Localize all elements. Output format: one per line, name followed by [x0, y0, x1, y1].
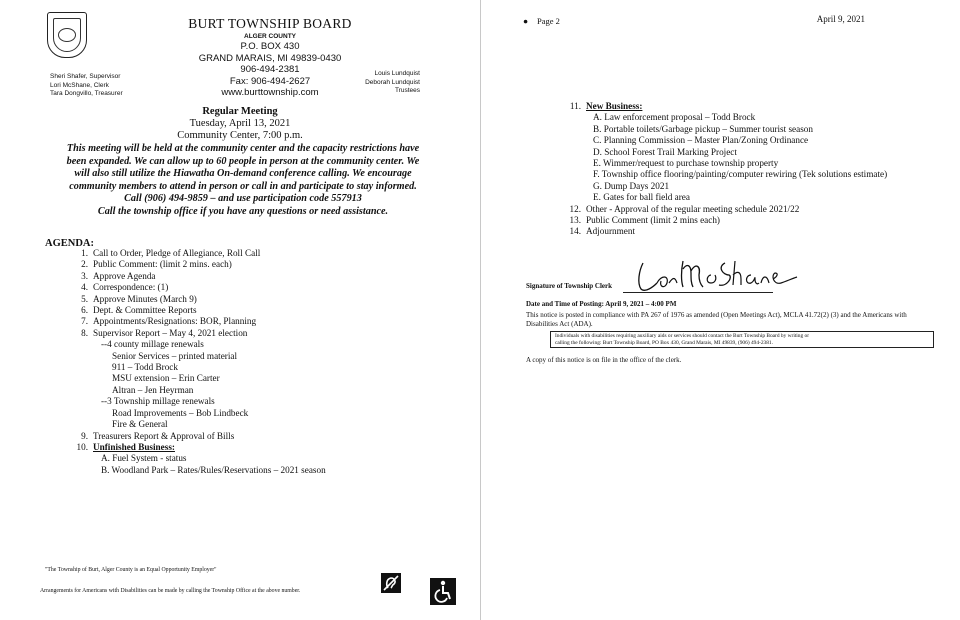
- disability-contact-box: [550, 331, 934, 348]
- meeting-info: [0, 106, 480, 142]
- meeting-location: Community Center, 7:00 p.m.: [177, 130, 303, 141]
- agenda-item: 14. Adjournment: [569, 226, 635, 237]
- copy-on-file-note: A copy of this notice is on file in the office of the clerk.: [526, 356, 682, 364]
- agenda-subitem: Road Improvements – Bob Lindbeck: [112, 407, 249, 418]
- signature-label: Signature of Township Clerk: [526, 282, 613, 290]
- notice-line: will also still utilize the Hiawatha On-demand conference calling. We encourage: [74, 168, 412, 179]
- page-two: [481, 0, 960, 620]
- agenda-subitem: F. Township office flooring/painting/computer rewiring (Tek solutions estimate): [593, 169, 888, 180]
- hearing-assistance-icon: [381, 573, 401, 593]
- meeting-notice: [40, 143, 446, 218]
- agenda-subitem: A. Fuel System - status: [101, 453, 187, 464]
- notice-line: community members to attend in person or call in and participate to stay informed.: [69, 180, 417, 192]
- officers-list: [50, 73, 123, 99]
- phone-number: 906-494-2381: [240, 64, 300, 75]
- agenda-item: 8. Supervisor Report – May 4, 2021 election: [81, 327, 248, 338]
- township-seal-icon: [47, 12, 87, 58]
- agenda-item: 4. Correspondence: (1): [81, 282, 169, 293]
- agenda-subitem: Senior Services – printed material: [112, 350, 238, 361]
- officer-supervisor: Sheri Shafer, Supervisor: [50, 73, 121, 80]
- disability-contact-line: calling the following: Burt Township Board, PO Box 430, Grand Marais, MI 49839, (906) 494-2381.: [555, 339, 773, 346]
- trustees-label: Trustees: [394, 87, 420, 94]
- agenda-subitem: --3 Township millage renewals: [101, 396, 215, 407]
- disability-contact-line: Individuals with disabilities requiring auxiliary aids or services should contact the Burt Township Board by writing or: [555, 333, 810, 339]
- agenda-item: 2. Public Comment: (limit 2 mins. each): [81, 259, 232, 270]
- new-business-list: [565, 101, 887, 238]
- agenda-item: 11. New Business:: [569, 101, 643, 111]
- agenda-item: 9. Treasurers Report & Approval of Bills: [81, 430, 235, 441]
- equal-opportunity-note: "The Township of Burt, Alger County is an Equal Opportunity Employer": [45, 567, 217, 573]
- agenda-subitem: 911 – Todd Brock: [112, 362, 178, 373]
- ada-arrangements-note: Arrangements for Americans with Disabilities can be made by calling the Township Office at the above number.: [40, 588, 301, 594]
- agenda-item: 6. Dept. & Committee Reports: [81, 305, 197, 316]
- agenda-subitem: E. Wimmer/request to purchase township property: [593, 158, 779, 169]
- agenda-item: 7. Appointments/Resignations: BOR, Planning: [81, 316, 257, 327]
- agenda-item: 1. Call to Order, Pledge of Allegiance, Roll Call: [81, 248, 261, 258]
- agenda-subitem: G. Dump Days 2021: [593, 180, 670, 191]
- notice-line: been expanded. We can allow up to 60 people in person at the community center. We: [66, 155, 420, 167]
- agenda-item: 12. Other - Approval of the regular meeting schedule 2021/22: [569, 203, 800, 214]
- agenda-subitem: MSU extension – Erin Carter: [112, 373, 220, 384]
- agenda-subitem: Altran – Jen Heyrman: [112, 384, 194, 395]
- agenda-subitem: C. Planning Commission – Master Plan/Zoning Ordinance: [593, 135, 809, 146]
- page-number: Page 2: [537, 16, 560, 26]
- agenda-subitem: D. School Forest Trail Marking Project: [593, 146, 737, 157]
- agenda-subitem: B. Portable toilets/Garbage pickup – Summer tourist season: [593, 123, 813, 134]
- county-name: ALGER COUNTY: [244, 33, 296, 40]
- fax-number: Fax: 906-494-2627: [229, 75, 311, 87]
- clerk-signature: [631, 253, 801, 303]
- agenda-heading: AGENDA:: [45, 238, 94, 249]
- officer-clerk: Lori McShane, Clerk: [50, 81, 109, 89]
- agenda-item: 5. Approve Minutes (March 9): [81, 293, 197, 304]
- meeting-date: Tuesday, April 13, 2021: [189, 118, 291, 129]
- agenda-subitem: Fire & General: [112, 419, 168, 430]
- agenda-subitem: E. Gates for ball field area: [593, 192, 690, 203]
- wheelchair-accessibility-icon: [430, 578, 456, 605]
- agenda-subitem: B. Woodland Park – Rates/Rules/Reservations – 2021 season: [101, 464, 326, 475]
- board-title: BURT TOWNSHIP BOARD: [188, 16, 352, 31]
- trustees-list: [340, 70, 420, 96]
- agenda-list: [72, 248, 326, 476]
- officer-treasurer: Tara Dongvillo, Treasurer: [50, 90, 123, 97]
- notice-line: Call the township office if you have any questions or need assistance.: [97, 205, 389, 217]
- notice-line: This meeting will be held at the community center and the capacity restrictions have: [66, 143, 420, 154]
- agenda-subitem: --4 county millage renewals: [101, 339, 204, 350]
- website-link[interactable]: www.burttownship.com: [221, 87, 319, 98]
- agenda-subitem: A. Law enforcement proposal – Todd Brock: [593, 112, 756, 123]
- po-box: P.O. BOX 430: [240, 41, 300, 52]
- trustee-1: Louis Lundquist: [374, 70, 420, 77]
- posting-date-time: Date and Time of Posting: April 9, 2021 – 4:00 PM: [526, 300, 677, 308]
- notice-date: April 9, 2021: [816, 14, 865, 24]
- meeting-heading: Regular Meeting: [202, 106, 278, 117]
- bullet-icon: ●: [523, 16, 529, 26]
- agenda-item: 13. Public Comment (limit 2 mins each): [569, 215, 720, 226]
- compliance-statement: This notice is posted in compliance with PA 267 of 1976 as amended (Open Meetings Act), MCLA 41.72(2) (3) and the Americans with Disabilities Act (ADA).: [526, 311, 907, 328]
- notice-line: Call (906) 494-9859 – and use participation code 557913: [124, 193, 362, 204]
- signature-line: [623, 292, 773, 293]
- trustee-2: Deborah Lundquist: [365, 78, 420, 86]
- city-line: GRAND MARAIS, MI 49839-0430: [198, 52, 342, 64]
- agenda-item: 3. Approve Agenda: [81, 270, 156, 281]
- agenda-item: 10. Unfinished Business:: [76, 441, 175, 452]
